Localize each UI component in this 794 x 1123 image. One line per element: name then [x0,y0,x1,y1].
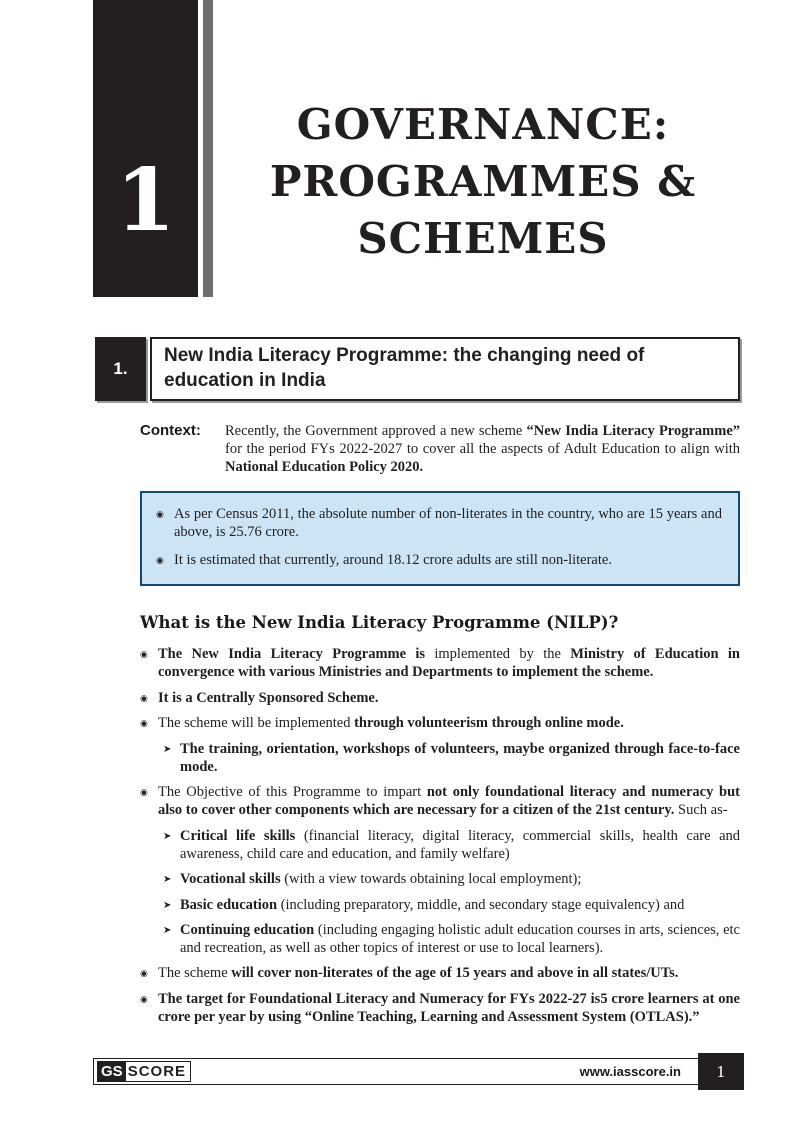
list-item-text: The scheme will cover non-literates of the age of 15 years and above in all states/UTs. [158,965,679,982]
page-number-box [698,1053,744,1090]
circle-bullet-icon: ◉ [140,719,148,730]
list-item-text: The training, orientation, workshops of volunteers, maybe organized through face-to-face mode. [180,740,740,775]
logo-score-mark: SCORE [127,1063,187,1080]
list-item-text: Basic education (including preparatory, middle, and secondary stage equivalency) and [180,896,685,913]
circle-bullet-icon: ◉ [140,788,148,799]
circle-bullet-icon: ◉ [156,510,164,521]
chapter-number-bar [93,0,198,297]
list-item-text: Continuing education (including engaging holistic adult education courses in arts, sciences, etc and recreation, as well as other topics of interest or use to local learners). [180,922,740,956]
list-item [156,552,722,570]
list-item [156,506,722,542]
list-item [140,965,740,983]
chapter-accent-bar [203,0,213,297]
context-label: Context: [140,422,201,439]
list-item-text: The New India Literacy Programme is implemented by the Ministry of Education in convergence with various Ministries and Departments to implement the scheme. [158,646,740,681]
context-paragraph: Recently, the Government approved a new scheme “New India Literacy Programme” for the period FYs 2022-2027 to cover all the aspects of Adult Education to align with National Education Policy 2020. [225,423,741,476]
list-item-text: It is a Centrally Sponsored Scheme. [158,689,379,706]
section-number: 1. [95,337,146,401]
sub-list-item [163,897,740,915]
content-column [140,422,740,1034]
arrow-bullet-icon: ➤ [163,899,172,911]
sub-list-item [163,741,740,777]
arrow-bullet-icon: ➤ [163,743,172,755]
list-item-text: Critical life skills (financial literacy, digital literacy, commercial skills, health care and awareness, child care and education, and family welfare) [180,827,741,862]
footer-website: www.iasscore.in [579,1064,681,1079]
logo-gs-mark: GS [98,1062,126,1081]
section-header [95,337,740,401]
chapter-number: 1 [115,150,176,251]
list-item-text: The scheme will be implemented through volunteerism through online mode. [158,715,624,732]
highlight-box [140,491,740,586]
sub-list-item [163,871,740,889]
bullet-list [140,646,740,1027]
circle-bullet-icon: ◉ [140,650,148,661]
body-heading: What is the New India Literacy Programme (NILP)? [140,613,619,633]
circle-bullet-icon: ◉ [140,969,148,980]
list-item-text: It is estimated that currently, around 18.12 crore adults are still non-literate. [174,552,612,569]
context-block [140,422,740,476]
list-item-text: The target for Foundational Literacy and Numeracy for FYs 2022-27 is5 crore learners at one crore per year by using “Online Teaching, Learning and Assessment System (OTLAS).” [158,990,740,1025]
chapter-title [228,96,738,267]
arrow-bullet-icon: ➤ [163,874,172,886]
arrow-bullet-icon: ➤ [163,925,172,936]
section-title: New India Literacy Programme: the changing need of education in India [150,337,740,401]
list-item [140,690,740,708]
circle-bullet-icon: ◉ [140,994,148,1005]
page-number: 1 [716,1062,726,1081]
list-item-text: As per Census 2011, the absolute number of non-literates in the country, who are 15 years and above, is 25.76 crore. [174,506,722,541]
list-item-text: Vocational skills (with a view towards obtaining local employment); [180,871,582,888]
arrow-bullet-icon: ➤ [163,830,172,842]
circle-bullet-icon: ◉ [140,693,148,704]
gsscore-logo [97,1061,191,1082]
footer-bar [93,1058,740,1085]
chapter-title-line: SCHEMES [357,214,609,264]
sub-list-item [163,828,740,864]
list-item-text: The Objective of this Programme to impart not only foundational literacy and numeracy but also to cover other components which are necessary for a citizen of the 21st century. Such as- [158,784,741,819]
list-item [140,646,740,682]
list-item [140,991,740,1027]
circle-bullet-icon: ◉ [156,556,164,567]
list-item [140,715,740,733]
chapter-title-line: PROGRAMMES & [269,157,697,207]
sub-list-item [163,922,740,958]
chapter-title-line: GOVERNANCE: [296,100,670,149]
list-item [140,784,740,820]
